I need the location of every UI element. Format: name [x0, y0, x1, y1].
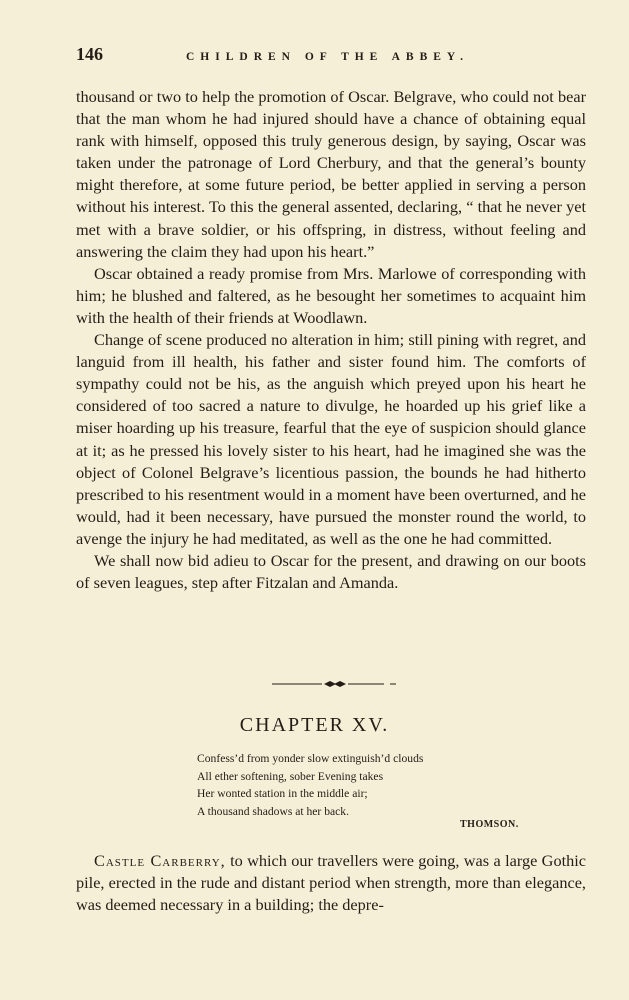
paragraph: Oscar obtained a ready promise from Mrs. Marlowe of corresponding with him; he blushed and faltered, as he besought her sometimes to acquaint him with the health of their friends at Woodlawn.: [76, 263, 586, 327]
epigraph-line: Confess’d from yonder slow extinguish’d clouds: [197, 752, 424, 765]
chapter-text: [76, 850, 586, 916]
chapter-opening-paragraph: [76, 850, 586, 916]
body-text: [76, 86, 586, 594]
ornamental-divider: [272, 677, 402, 691]
epigraph-attribution: THOMSON.: [460, 819, 519, 830]
page-number: 146: [76, 44, 103, 64]
paragraph: thousand or two to help the promotion of Oscar. Belgrave, who could not bear that the man whom he had injured should have a chance of obtaining equal rank with himself, opposed this truly generous design, by saying, Oscar was taken under the patronage of Lord Cherbury, and that the general’s bounty might therefore, at some future period, be better applied in serving a person without his interest. To this the general assented, declaring, “ that he never yet met with a brave soldier, or his offspring, in distress, without feeling and answering the claim they had upon his heart.”: [76, 87, 586, 261]
chapter-heading: CHAPTER XV.: [239, 714, 390, 736]
epigraph: [197, 750, 527, 820]
epigraph-line: A thousand shadows at her back.: [197, 804, 349, 818]
running-title: CHILDREN OF THE ABBEY.: [186, 51, 470, 63]
epigraph-line: All ether softening, sober Evening takes: [197, 769, 384, 783]
paragraph: We shall now bid adieu to Oscar for the present, and drawing on our boots of seven leagues, step after Fitzalan and Amanda.: [76, 550, 586, 593]
opening-text: to which our travellers were going, was a large Gothic pile, erected in the rude and distant period when strength, more than elegance, was deemed necessary in a building; the depre-: [76, 851, 586, 915]
paragraph: Change of scene produced no alteration in him; still pining with regret, and languid from ill health, his father and sister found him. The comforts of sympathy could not be his, as the anguish which preyed upon his heart he considered of too sacred a nature to divulge, he hoarded up his grief like a miser hoarding up his treasure, fearful that the eye of suspicion should glance at it; as he pressed his lovely sister to his heart, had he imagined she was the object of Colonel Belgrave’s licentious passion, the bounds he had hitherto prescribed to his resentment would in a moment have been overturned, and he would, had it been necessary, have pursued the monster round the world, to avenge the injury he had meditated, as well as the one he had committed.: [76, 330, 586, 548]
opening-smallcaps: Castle Carberry,: [94, 851, 226, 870]
page-header: [76, 44, 589, 65]
epigraph-line: Her wonted station in the middle air;: [197, 787, 368, 800]
